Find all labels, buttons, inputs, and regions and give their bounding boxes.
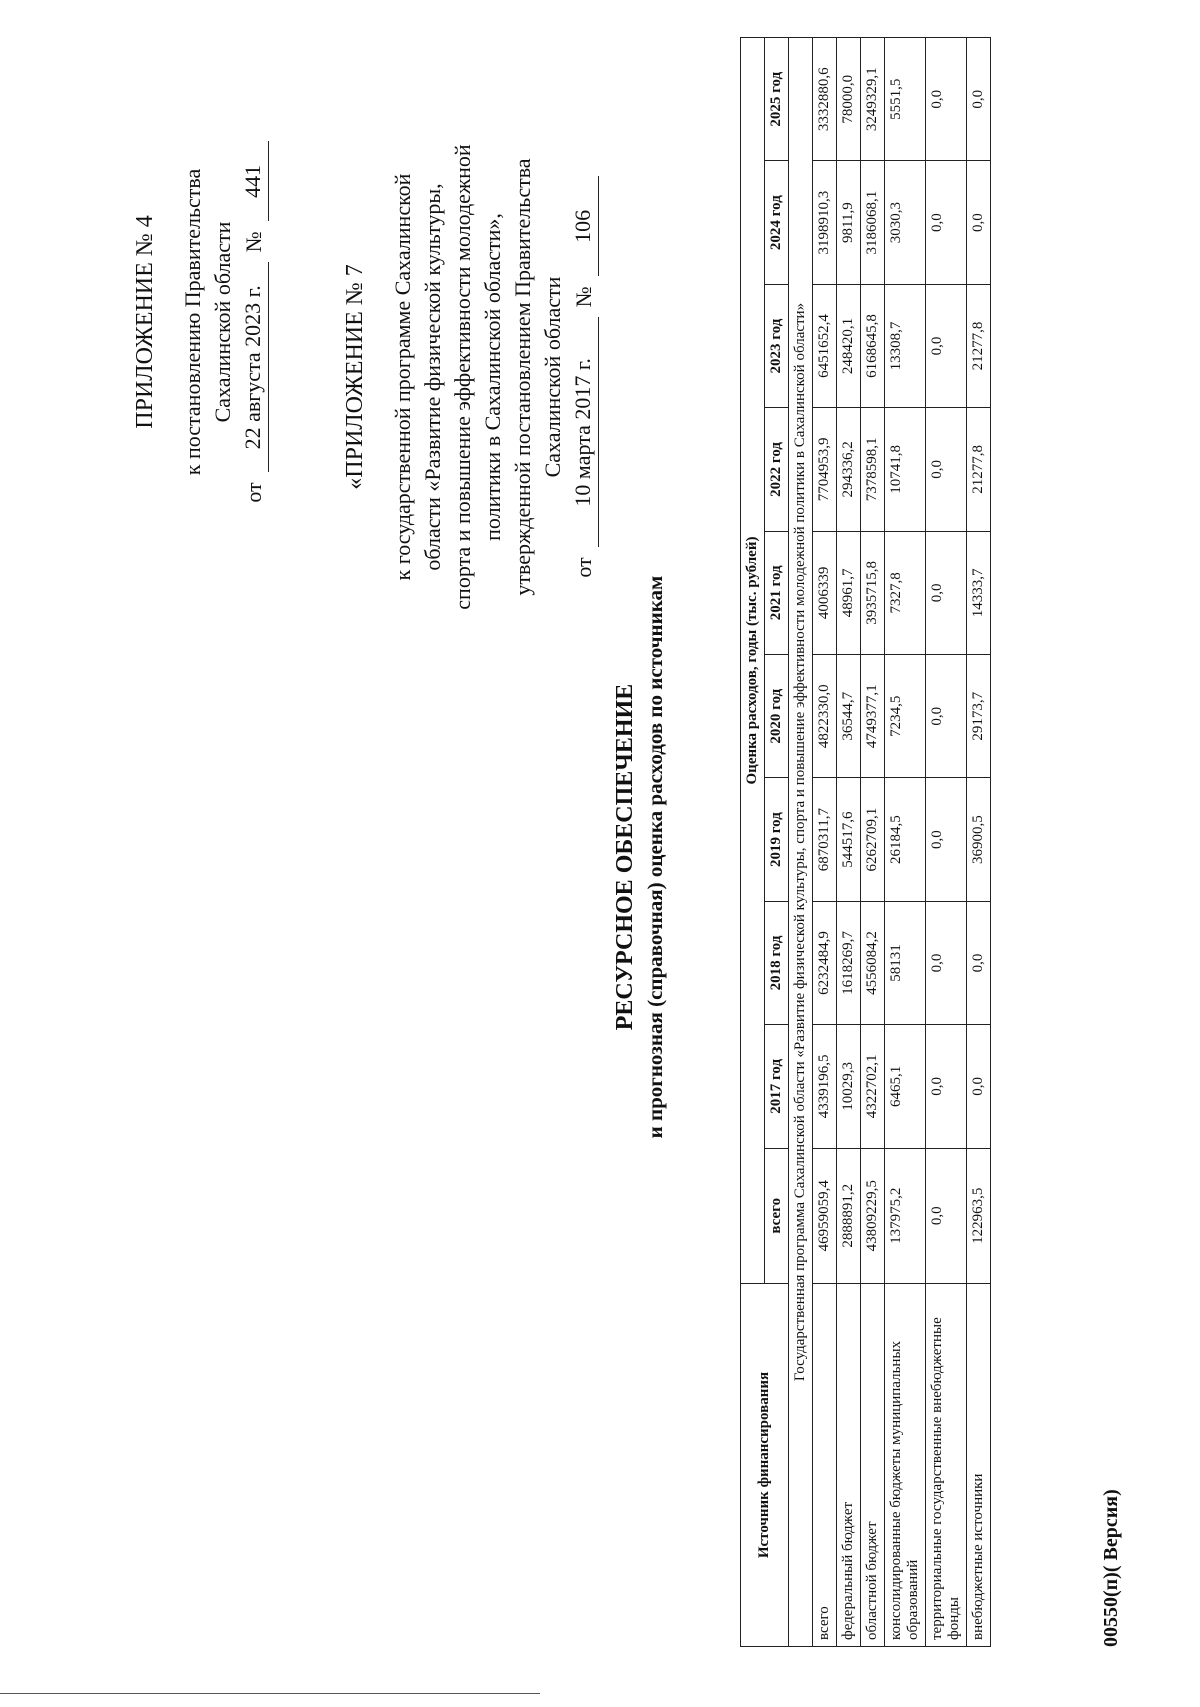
row-value: 6232484,9 bbox=[813, 901, 837, 1024]
annex-4-heading: ПРИЛОЖЕНИЕ № 4 bbox=[132, 215, 158, 429]
row-value: 5551,5 bbox=[885, 38, 926, 161]
row-value: 7234,5 bbox=[885, 655, 926, 778]
source-header: Источник финансирования bbox=[741, 1284, 789, 1647]
table-row bbox=[885, 38, 926, 1647]
annex-7-line2: области «Развитие физической культуры, bbox=[420, 183, 445, 571]
program-row bbox=[789, 38, 813, 1647]
row-value: 0,0 bbox=[926, 778, 967, 901]
row-value: 6451652,4 bbox=[813, 284, 837, 407]
col-header: 2023 год bbox=[765, 284, 789, 407]
row-value: 0,0 bbox=[926, 1148, 967, 1283]
row-value: 0,0 bbox=[967, 38, 991, 161]
row-value: 0,0 bbox=[926, 38, 967, 161]
row-value: 4749377,1 bbox=[861, 655, 885, 778]
row-value: 1618269,7 bbox=[837, 901, 861, 1024]
row-value: 4822330,0 bbox=[813, 655, 837, 778]
title-line1: РЕСУРСНОЕ ОБЕСПЕЧЕНИЕ bbox=[612, 683, 638, 1031]
annex-4-line2: Сахалинской области bbox=[210, 221, 235, 423]
row-value: 58131 bbox=[885, 901, 926, 1024]
row-value: 122963,5 bbox=[967, 1148, 991, 1283]
annex-7-line4: политики в Сахалинской области», bbox=[480, 213, 505, 541]
program-name: Государственная программа Сахалинской области «Развитие физической культуры, спорта и повышение эффективности молодежной политики в Сахалинской области» bbox=[789, 38, 813, 1647]
annex-7-from: от bbox=[571, 557, 596, 578]
row-value: 46959059,4 bbox=[813, 1148, 837, 1283]
row-value: 6870311,7 bbox=[813, 778, 837, 901]
table-row bbox=[967, 38, 991, 1647]
row-label: консолидированные бюджеты муниципальных образований bbox=[885, 1284, 926, 1647]
annex-4-from: от bbox=[241, 482, 266, 503]
annex-4-number: 441 bbox=[238, 141, 269, 221]
annex-7-no-label: № bbox=[571, 286, 596, 308]
row-value: 294336,2 bbox=[837, 408, 861, 531]
row-value: 4006339 bbox=[813, 531, 837, 654]
row-value: 0,0 bbox=[967, 901, 991, 1024]
col-header: 2020 год bbox=[765, 655, 789, 778]
row-value: 2888891,2 bbox=[837, 1148, 861, 1283]
row-value: 6262709,1 bbox=[861, 778, 885, 901]
row-value: 7704953,9 bbox=[813, 408, 837, 531]
row-value: 0,0 bbox=[926, 161, 967, 284]
table-row bbox=[861, 38, 885, 1647]
col-header: 2025 год bbox=[765, 38, 789, 161]
row-value: 10741,8 bbox=[885, 408, 926, 531]
row-value: 7378598,1 bbox=[861, 408, 885, 531]
table-row bbox=[813, 38, 837, 1647]
col-header: 2019 год bbox=[765, 778, 789, 901]
row-value: 137975,2 bbox=[885, 1148, 926, 1283]
annex-4-no-label: № bbox=[241, 231, 266, 253]
row-value: 21277,8 bbox=[967, 284, 991, 407]
row-value: 13308,7 bbox=[885, 284, 926, 407]
row-value: 0,0 bbox=[926, 408, 967, 531]
row-value: 544517,6 bbox=[837, 778, 861, 901]
row-value: 3198910,3 bbox=[813, 161, 837, 284]
table-row bbox=[837, 38, 861, 1647]
row-value: 78000,0 bbox=[837, 38, 861, 161]
row-label: внебюджетные источники bbox=[967, 1284, 991, 1647]
row-label: территориальные государственные внебюджетные фонды bbox=[926, 1284, 967, 1647]
row-value: 10029,3 bbox=[837, 1025, 861, 1148]
col-header: 2022 год bbox=[765, 408, 789, 531]
row-value: 4556084,2 bbox=[861, 901, 885, 1024]
annex-4-line1: к постановлению Правительства bbox=[180, 168, 205, 476]
row-value: 6168645,8 bbox=[861, 284, 885, 407]
row-value: 4322702,1 bbox=[861, 1025, 885, 1148]
row-value: 248420,1 bbox=[837, 284, 861, 407]
row-value: 3186068,1 bbox=[861, 161, 885, 284]
row-value: 0,0 bbox=[926, 901, 967, 1024]
annex-7-line6: Сахалинской области bbox=[540, 276, 565, 478]
col-header: всего bbox=[765, 1148, 789, 1283]
row-value: 36544,7 bbox=[837, 655, 861, 778]
row-value: 48961,7 bbox=[837, 531, 861, 654]
annex-7-block bbox=[340, 87, 599, 667]
row-value: 0,0 bbox=[926, 1025, 967, 1148]
document-title bbox=[610, 307, 670, 1407]
row-value: 21277,8 bbox=[967, 408, 991, 531]
resource-table bbox=[740, 37, 991, 1647]
col-header: 2018 год bbox=[765, 901, 789, 1024]
annex-7-date-row bbox=[568, 87, 599, 667]
col-header: 2021 год bbox=[765, 531, 789, 654]
table-row bbox=[926, 38, 967, 1647]
version-stamp: 00550(п)( Версия) bbox=[1100, 1489, 1122, 1647]
annex-7-date: 10 марта 2017 г. bbox=[568, 317, 599, 547]
row-label: всего bbox=[813, 1284, 837, 1647]
row-value: 0,0 bbox=[926, 531, 967, 654]
row-value: 3332880,6 bbox=[813, 38, 837, 161]
row-label: федеральный бюджет bbox=[837, 1284, 861, 1647]
row-label: областной бюджет bbox=[861, 1284, 885, 1647]
row-value: 0,0 bbox=[926, 655, 967, 778]
annex-4-date-row bbox=[238, 87, 269, 557]
row-value: 4339196,5 bbox=[813, 1025, 837, 1148]
row-value: 36900,5 bbox=[967, 778, 991, 901]
row-value: 14333,7 bbox=[967, 531, 991, 654]
row-value: 3249329,1 bbox=[861, 38, 885, 161]
row-value: 0,0 bbox=[967, 1025, 991, 1148]
row-value: 0,0 bbox=[926, 284, 967, 407]
col-header: 2017 год bbox=[765, 1025, 789, 1148]
row-value: 3935715,8 bbox=[861, 531, 885, 654]
row-value: 43809229,5 bbox=[861, 1148, 885, 1283]
row-value: 6465,1 bbox=[885, 1025, 926, 1148]
annex-4-block bbox=[130, 87, 269, 557]
row-value: 26184,5 bbox=[885, 778, 926, 901]
row-value: 7327,8 bbox=[885, 531, 926, 654]
annex-7-number: 106 bbox=[568, 176, 599, 276]
row-value: 29173,7 bbox=[967, 655, 991, 778]
title-line2: и прогнозная (справочная) оценка расходов по источникам bbox=[643, 575, 667, 1139]
row-value: 3030,3 bbox=[885, 161, 926, 284]
annex-4-date: 22 августа 2023 г. bbox=[238, 262, 269, 472]
col-header: 2024 год bbox=[765, 161, 789, 284]
row-value: 9811,9 bbox=[837, 161, 861, 284]
estimate-header: Оценка расходов, годы (тыс. рублей) bbox=[741, 38, 765, 1284]
annex-7-line5: утвержденной постановлением Правительства bbox=[510, 158, 535, 596]
annex-7-heading: «ПРИЛОЖЕНИЕ № 7 bbox=[342, 264, 368, 490]
row-value: 0,0 bbox=[967, 161, 991, 284]
annex-7-line1: к государственной программе Сахалинской bbox=[390, 173, 415, 581]
annex-7-line3: спорта и повышение эффективности молодежной bbox=[450, 144, 475, 610]
